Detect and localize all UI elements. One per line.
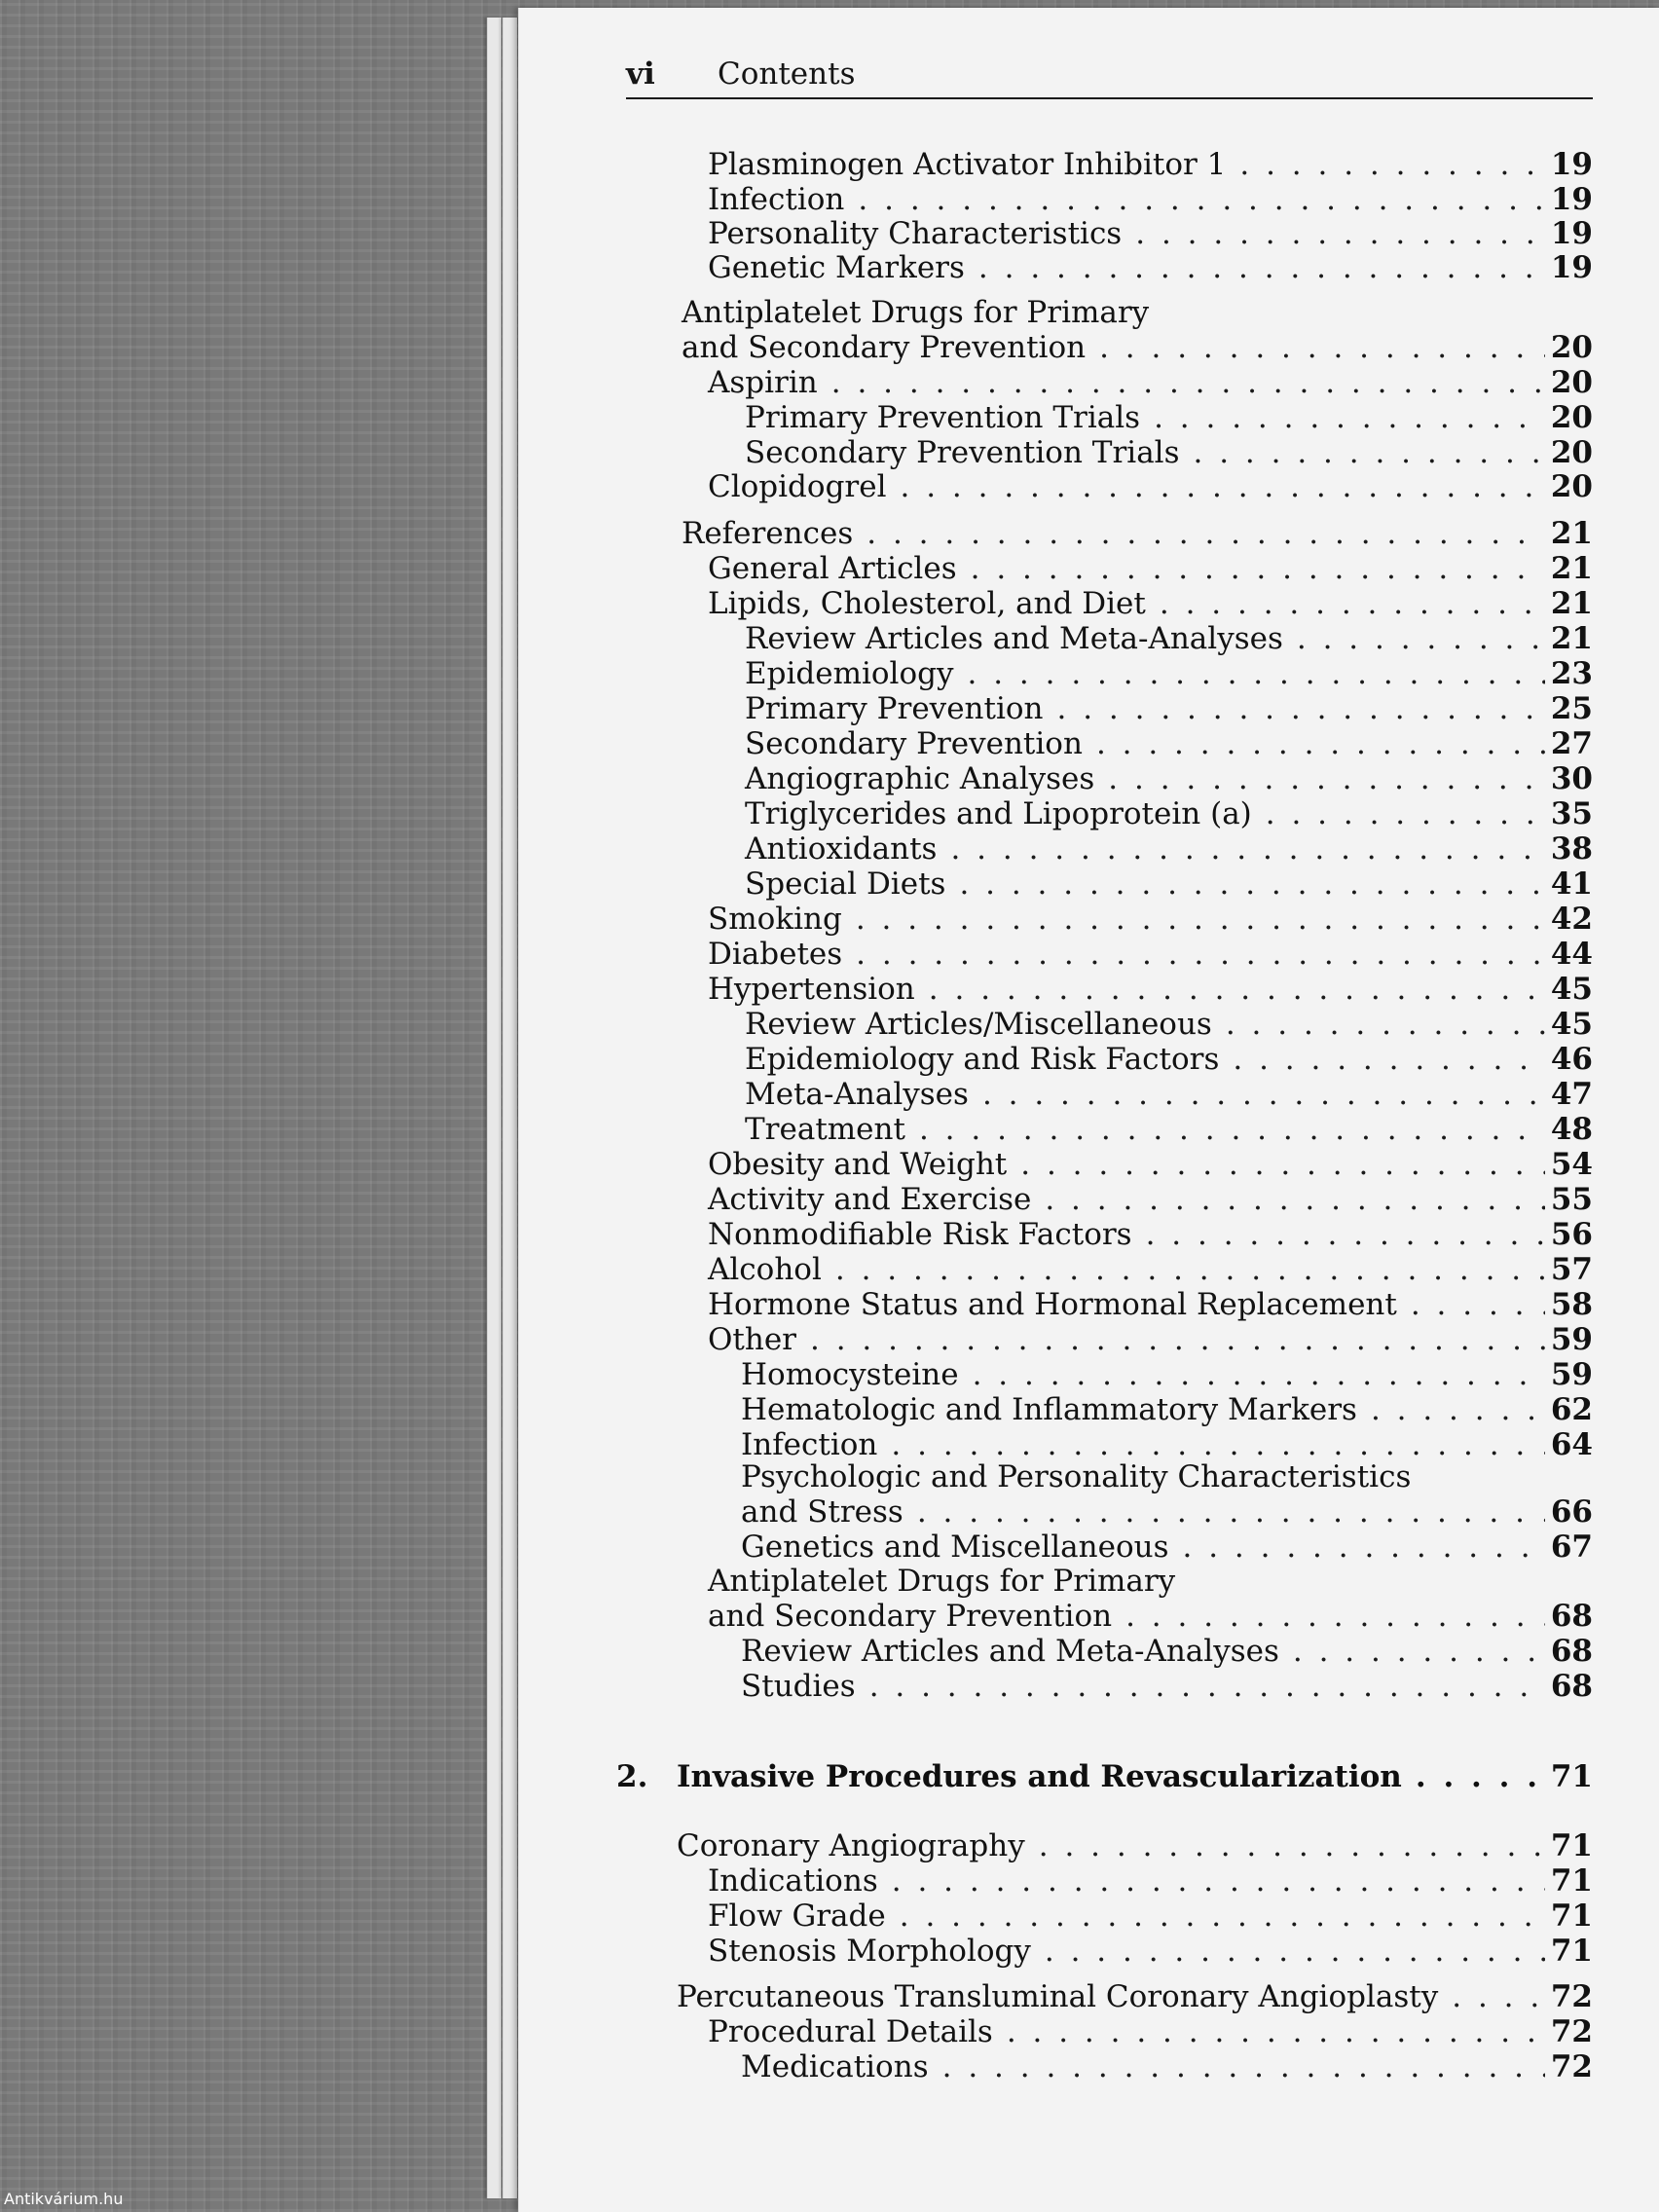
chapter-heading[interactable] xyxy=(616,1757,1593,1796)
toc-entry-page: 72 xyxy=(1550,1979,1593,2014)
dot-leader xyxy=(900,1899,1545,1934)
toc-entry-title: Lipids, Cholesterol, and Diet xyxy=(708,586,1146,621)
toc-entry-title: Review Articles/Miscellaneous xyxy=(745,1007,1212,1042)
dot-leader xyxy=(1007,2014,1545,2049)
toc-entry-title: Smoking xyxy=(708,902,842,937)
toc-entry-title: Diabetes xyxy=(708,937,843,972)
toc-entry[interactable] xyxy=(708,1322,1593,1357)
dot-leader xyxy=(1020,1147,1545,1182)
toc-entry-page: 19 xyxy=(1550,182,1593,217)
toc-entry-title: Coronary Angiography xyxy=(677,1828,1025,1863)
toc-entry[interactable] xyxy=(677,1979,1593,2014)
toc-entry-title: Hypertension xyxy=(708,972,915,1007)
toc-entry-page: 20 xyxy=(1550,435,1593,470)
toc-entry-title: Special Diets xyxy=(745,866,946,902)
toc-entry[interactable] xyxy=(741,1494,1593,1530)
toc-entry[interactable] xyxy=(708,1287,1593,1322)
dot-leader xyxy=(1194,435,1545,470)
toc-entry[interactable] xyxy=(708,216,1593,251)
toc-entry-page: 19 xyxy=(1550,147,1593,182)
dot-leader xyxy=(1108,761,1545,796)
dot-leader xyxy=(1452,1979,1545,2014)
toc-entry-title: Other xyxy=(708,1322,797,1357)
toc-entry-title: Secondary Prevention xyxy=(745,726,1083,761)
chapter-title: Invasive Procedures and Revascularization xyxy=(677,1759,1402,1794)
toc-entry-title: Primary Prevention Trials xyxy=(745,400,1141,435)
dot-leader xyxy=(919,1112,1545,1147)
toc-entry[interactable] xyxy=(708,1217,1593,1252)
toc-entry[interactable] xyxy=(745,1112,1593,1147)
toc-entry-title: and Secondary Prevention xyxy=(708,1599,1113,1634)
dot-leader xyxy=(1297,621,1545,656)
toc-entry[interactable] xyxy=(745,1077,1593,1112)
toc-entry-title: Indications xyxy=(708,1863,878,1899)
toc-entry[interactable] xyxy=(708,2014,1593,2049)
toc-entry-page: 68 xyxy=(1550,1634,1593,1669)
toc-entry-page: 20 xyxy=(1550,400,1593,435)
toc-entry-page: 48 xyxy=(1550,1112,1593,1147)
toc-entry[interactable] xyxy=(708,147,1593,182)
toc-entry[interactable] xyxy=(745,866,1593,902)
running-title: Contents xyxy=(718,56,856,92)
dot-leader xyxy=(1099,330,1545,365)
toc-entry-title: Activity and Exercise xyxy=(708,1182,1032,1217)
toc-entry-title: Stenosis Morphology xyxy=(708,1934,1031,1969)
dot-leader xyxy=(942,2049,1545,2084)
dot-leader xyxy=(856,902,1545,937)
toc-entry-page: 35 xyxy=(1550,796,1593,831)
dot-leader xyxy=(810,1322,1545,1357)
dot-leader xyxy=(959,866,1544,902)
dot-leader xyxy=(901,469,1545,504)
chapter-page: 71 xyxy=(1550,1759,1593,1794)
dot-leader xyxy=(831,365,1545,400)
dot-leader xyxy=(869,1669,1545,1704)
dot-leader xyxy=(856,937,1545,972)
toc-entry-line: Psychologic and Personality Characteristics xyxy=(741,1459,1412,1494)
toc-entry-page: 21 xyxy=(1550,586,1593,621)
toc-entry-page: 68 xyxy=(1550,1669,1593,1704)
toc-entry[interactable] xyxy=(708,551,1593,586)
toc-entry[interactable] xyxy=(745,761,1593,796)
dot-leader xyxy=(1096,726,1545,761)
toc-entry-page: 47 xyxy=(1550,1077,1593,1112)
toc-entry[interactable] xyxy=(745,400,1593,435)
toc-entry[interactable] xyxy=(708,182,1593,217)
toc-entry-title: Studies xyxy=(741,1669,856,1704)
toc-entry-title: Genetics and Miscellaneous xyxy=(741,1530,1169,1565)
toc-entry-page: 41 xyxy=(1550,866,1593,902)
toc-entry-page: 58 xyxy=(1550,1287,1593,1322)
toc-entry-page: 45 xyxy=(1550,972,1593,1007)
dot-leader xyxy=(1239,147,1544,182)
dot-leader xyxy=(891,1427,1544,1462)
toc-entry[interactable] xyxy=(708,1599,1593,1634)
toc-entry-title: Nonmodifiable Risk Factors xyxy=(708,1217,1132,1252)
toc-entry-page: 20 xyxy=(1550,365,1593,400)
toc-entry-page: 20 xyxy=(1550,469,1593,504)
dot-leader xyxy=(917,1494,1545,1530)
toc-entry[interactable] xyxy=(708,469,1593,504)
toc-entry-page: 59 xyxy=(1550,1322,1593,1357)
dot-leader xyxy=(1293,1634,1545,1669)
toc-entry[interactable] xyxy=(682,516,1593,551)
toc-entry-page: 72 xyxy=(1550,2014,1593,2049)
dot-leader xyxy=(950,831,1544,866)
toc-entry-title: Epidemiology and Risk Factors xyxy=(745,1042,1220,1077)
toc-entry-title: Medications xyxy=(741,2049,929,2084)
dot-leader xyxy=(1371,1392,1545,1427)
toc-entry-title: Hormone Status and Hormonal Replacement xyxy=(708,1287,1397,1322)
toc-entry-title: Obesity and Weight xyxy=(708,1147,1008,1182)
toc-entry-page: 38 xyxy=(1550,831,1593,866)
toc-entry[interactable] xyxy=(745,435,1593,470)
dot-leader xyxy=(968,656,1545,691)
toc-entry-title: Percutaneous Transluminal Coronary Angioplasty xyxy=(677,1979,1439,2014)
toc-entry-page: 27 xyxy=(1550,726,1593,761)
toc-entry[interactable] xyxy=(708,972,1593,1007)
toc-entry-page: 23 xyxy=(1550,656,1593,691)
toc-entry-page: 71 xyxy=(1550,1899,1593,1934)
toc-entry-title: Genetic Markers xyxy=(708,250,965,285)
toc-entry[interactable] xyxy=(745,656,1593,691)
dot-leader xyxy=(1411,1287,1545,1322)
toc-entry-page: 72 xyxy=(1550,2049,1593,2084)
toc-entry-page: 45 xyxy=(1550,1007,1593,1042)
toc-entry-page: 71 xyxy=(1550,1863,1593,1899)
toc-entry-title: Hematologic and Inflammatory Markers xyxy=(741,1392,1357,1427)
toc-entry-title: Infection xyxy=(741,1427,878,1462)
toc-entry[interactable] xyxy=(741,2049,1593,2084)
dot-leader xyxy=(1154,400,1545,435)
dot-leader xyxy=(1266,796,1545,831)
toc-entry-title: Infection xyxy=(708,182,845,217)
toc-entry-page: 20 xyxy=(1550,330,1593,365)
dot-leader xyxy=(866,516,1545,551)
dot-leader xyxy=(978,250,1545,285)
toc-entry-title: Plasminogen Activator Inhibitor 1 xyxy=(708,147,1227,182)
dot-leader xyxy=(1183,1530,1545,1565)
toc-entry-title: Aspirin xyxy=(708,365,818,400)
dot-leader xyxy=(1226,1007,1545,1042)
toc-entry-page: 46 xyxy=(1550,1042,1593,1077)
toc-entry-page: 55 xyxy=(1550,1182,1593,1217)
toc-entry[interactable] xyxy=(708,1182,1593,1217)
toc-entry-title: Antioxidants xyxy=(745,831,938,866)
toc-entry-title: Angiographic Analyses xyxy=(745,761,1095,796)
toc-entry-page: 21 xyxy=(1550,516,1593,551)
toc-entry-page: 64 xyxy=(1550,1427,1593,1462)
toc-entry-title: Review Articles and Meta-Analyses xyxy=(741,1634,1279,1669)
dot-leader xyxy=(1160,586,1545,621)
toc-entry[interactable] xyxy=(745,691,1593,726)
dot-leader xyxy=(1135,216,1545,251)
toc-entry-title: Secondary Prevention Trials xyxy=(745,435,1180,470)
page-number: vi xyxy=(626,56,655,92)
dot-leader xyxy=(971,551,1545,586)
toc-entry[interactable] xyxy=(708,586,1593,621)
toc-entry-title: General Articles xyxy=(708,551,957,586)
toc-entry-title: Primary Prevention xyxy=(745,691,1044,726)
toc-entry-page: 68 xyxy=(1550,1599,1593,1634)
toc-entry-title: and Secondary Prevention xyxy=(682,330,1087,365)
toc-entry-page: 56 xyxy=(1550,1217,1593,1252)
toc-entry-page: 21 xyxy=(1550,551,1593,586)
toc-entry-page: 59 xyxy=(1550,1357,1593,1392)
dot-leader xyxy=(1125,1599,1545,1634)
dot-leader xyxy=(1045,1934,1545,1969)
toc-entry[interactable] xyxy=(708,250,1593,285)
toc-entry-title: Procedural Details xyxy=(708,2014,993,2049)
toc-entry[interactable] xyxy=(741,1634,1593,1669)
chapter-number: 2. xyxy=(616,1759,648,1794)
dot-leader xyxy=(982,1077,1545,1112)
toc-entry[interactable] xyxy=(708,1934,1593,1969)
dot-leader xyxy=(973,1357,1545,1392)
toc-entry[interactable] xyxy=(708,1252,1593,1287)
dot-leader xyxy=(1233,1042,1544,1077)
toc-entry-page: 54 xyxy=(1550,1147,1593,1182)
toc-entry-page: 21 xyxy=(1550,621,1593,656)
toc-entry[interactable] xyxy=(708,937,1593,972)
toc-entry[interactable] xyxy=(745,726,1593,761)
toc-entry-title: References xyxy=(682,516,854,551)
toc-entry-title: and Stress xyxy=(741,1494,903,1530)
toc-entry[interactable] xyxy=(708,902,1593,937)
toc-entry-page: 71 xyxy=(1550,1934,1593,1969)
toc-entry-page: 19 xyxy=(1550,250,1593,285)
dot-leader xyxy=(1057,691,1545,726)
toc-entry[interactable] xyxy=(682,330,1593,365)
dot-leader xyxy=(929,972,1545,1007)
toc-entry-title: Homocysteine xyxy=(741,1357,959,1392)
toc-entry-title: Treatment xyxy=(745,1112,905,1147)
toc-entry[interactable] xyxy=(745,1042,1593,1077)
toc-entry-page: 42 xyxy=(1550,902,1593,937)
toc-entry-line: Antiplatelet Drugs for Primary xyxy=(708,1564,1176,1599)
toc-entry-page: 44 xyxy=(1550,937,1593,972)
toc-entry[interactable] xyxy=(745,796,1593,831)
toc-entry-page: 25 xyxy=(1550,691,1593,726)
toc-entry-title: Epidemiology xyxy=(745,656,954,691)
toc-entry-page: 30 xyxy=(1550,761,1593,796)
dot-leader xyxy=(858,182,1544,217)
toc-entry-title: Meta-Analyses xyxy=(745,1077,969,1112)
toc-entry-page: 62 xyxy=(1550,1392,1593,1427)
toc-entry[interactable] xyxy=(677,1828,1593,1863)
toc-entry[interactable] xyxy=(745,831,1593,866)
toc-entry-title: Review Articles and Meta-Analyses xyxy=(745,621,1283,656)
dot-leader xyxy=(1146,1217,1545,1252)
toc-entry-page: 67 xyxy=(1550,1530,1593,1565)
toc-entry[interactable] xyxy=(745,1007,1593,1042)
toc-entry-page: 19 xyxy=(1550,216,1593,251)
dot-leader xyxy=(892,1863,1545,1899)
toc-entry-title: Clopidogrel xyxy=(708,469,887,504)
toc-entry[interactable] xyxy=(708,1147,1593,1182)
toc-entry-page: 57 xyxy=(1550,1252,1593,1287)
watermark: Antikvárium.hu xyxy=(4,2190,124,2208)
dot-leader xyxy=(1045,1182,1545,1217)
dot-leader xyxy=(1039,1828,1545,1863)
toc-entry[interactable] xyxy=(745,621,1593,656)
toc-entry[interactable] xyxy=(741,1427,1593,1462)
toc-entry-line: Antiplatelet Drugs for Primary xyxy=(682,295,1150,330)
toc-entry[interactable] xyxy=(741,1669,1593,1704)
toc-entry-page: 71 xyxy=(1550,1828,1593,1863)
dot-leader xyxy=(835,1252,1545,1287)
toc-entry[interactable] xyxy=(708,365,1593,400)
toc-entry-title: Flow Grade xyxy=(708,1899,886,1934)
toc-entry[interactable] xyxy=(741,1530,1593,1565)
toc-entry-title: Alcohol xyxy=(708,1252,822,1287)
toc-entry-title: Triglycerides and Lipoprotein (a) xyxy=(745,796,1252,831)
toc-entry[interactable] xyxy=(741,1357,1593,1392)
toc-entry[interactable] xyxy=(741,1392,1593,1427)
toc-entry-title: Personality Characteristics xyxy=(708,216,1123,251)
toc-entry-page: 66 xyxy=(1550,1494,1593,1530)
toc-entry[interactable] xyxy=(708,1863,1593,1899)
toc-entry[interactable] xyxy=(708,1899,1593,1934)
dot-leader xyxy=(1416,1757,1545,1796)
